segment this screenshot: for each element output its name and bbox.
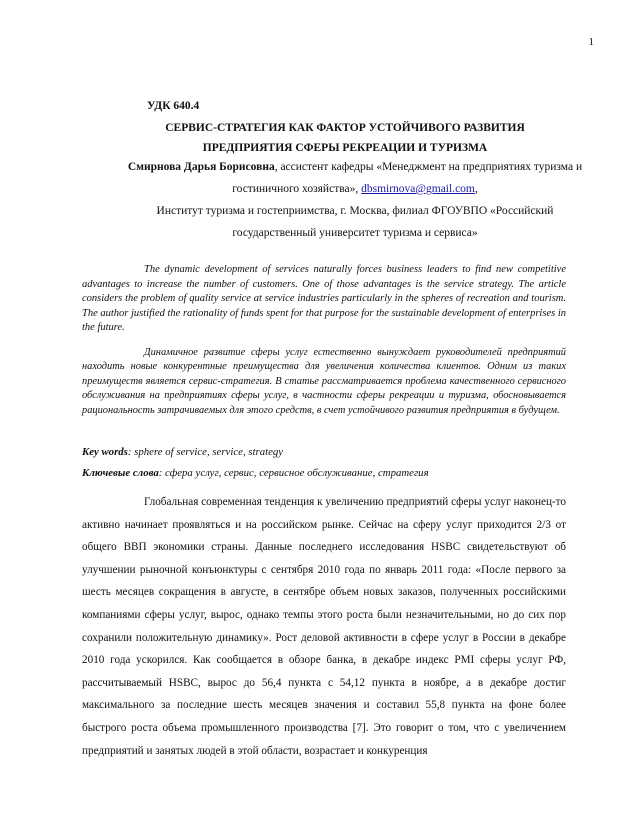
author-block <box>120 156 590 244</box>
abstract-english <box>82 263 566 336</box>
author-email-punct: , <box>474 183 478 195</box>
abstract-russian <box>82 346 566 418</box>
keywords-english <box>82 446 283 458</box>
page-number: 1 <box>588 36 594 48</box>
keywords-russian-label: Ключевые слова <box>82 467 159 479</box>
keywords-russian <box>82 467 429 479</box>
body-paragraph-text: Глобальная современная тенденция к увеличению предприятий сферы услуг наконец-то активно начинает проявляться и на российском рынке. Сейчас на сферу услуг приходится 2/3 от общего ВВП экономики страны. Данные последнего исследования HSBC свидетельствуют об улучшении рыночной конъюнктуры с сентября 2010 года по январь 2011 года: «После первого за шесть месяцев сокращения в августе, в сентябре объем новых заказов, полученных российскими компаниями сферы услуг, вырос, однако темпы этого роста были незначительными, но до сих пор сохранили положительную динамику». Рост деловой активности в сфере услуг в России в декабре 2010 года ускорился. Как сообщается в обзоре банка, в декабре индекс PMI сферы услуг РФ, рассчитываемый HSBC, вырос до 56,4 пункта с 54,12 пункта в ноябре, а в декабре достиг максимального за последние шесть месяцев значения и составил 55,8 пункта на фоне более быстрого роста объема промышленного производства [7]. Это говорит о том, что с увеличением предприятий и занятых людей в этой области, возрастает и конкуренция <box>82 496 566 757</box>
title-line-1: СЕРВИС-СТРАТЕГИЯ КАК ФАКТОР УСТОЙЧИВОГО РАЗВИТИЯ <box>165 122 525 134</box>
keywords-russian-text: : сфера услуг, сервис, сервисное обслуживание, стратегия <box>158 467 429 479</box>
author-name: Смирнова Дарья Борисовна <box>127 161 275 173</box>
author-email-link[interactable]: dbsmirnova@gmail.com <box>361 183 475 195</box>
author-affiliation: Институт туризма и гостеприимства, г. Москва, филиал ФГОУВПО «Российский государственный университет туризма и сервиса» <box>156 205 554 239</box>
title-line-2: ПРЕДПРИЯТИЯ СФЕРЫ РЕКРЕАЦИИ И ТУРИЗМА <box>202 142 488 154</box>
abstract-russian-text: Динамичное развитие сферы услуг естественно вынуждает руководителей предприятий находить новые конкурентные преимущества для увеличения количества клиентов. Одним из таких преимуществ является сервис-стратегия. В статье рассматривается проблема качественного сервисного обслуживания на предприятиях сферы услуг, в частности сферы рекреации и туризма, обосновывается рациональность затрачиваемых для этого средств, в счет устойчивого развития предприятия в будущем. <box>82 347 566 416</box>
abstract-english-text: The dynamic development of services naturally forces business leaders to find new competitive advantages to increase the number of customers. One of those advantages is the service strategy. The article considers the problem of quality service at service industries particularly in the spheres of recreation and tourism. The author justified the rationality of funds spent for that purpose for the sustainable development of enterprises in the future. <box>82 264 566 333</box>
body-paragraph <box>82 491 566 762</box>
keywords-english-text: : sphere of service, service, strategy <box>127 446 284 458</box>
author-position: , ассистент кафедры «Менеджмент на предприятиях туризма и гостиничного хозяйства», <box>232 161 583 195</box>
udk-code: УДК 640.4 <box>147 100 200 112</box>
keywords-english-label: Key words <box>82 446 128 458</box>
